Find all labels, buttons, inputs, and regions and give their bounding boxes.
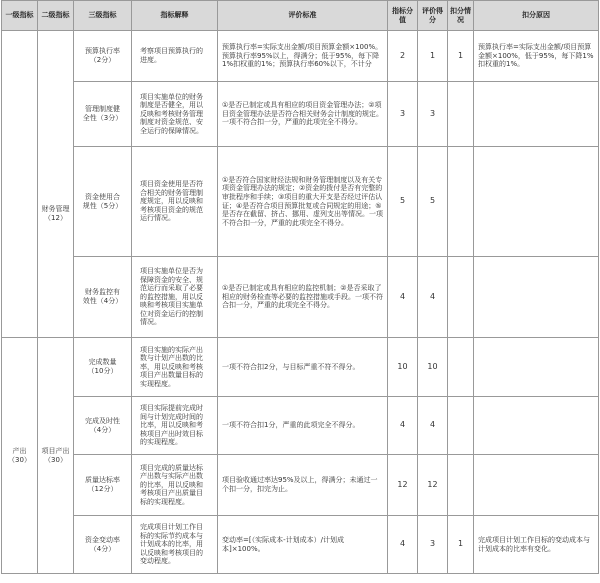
indicator-cell: 资金变动率（4分） [74,516,132,574]
got-cell: 10 [418,338,448,397]
indicator-cell: 财务监控有效性（4分） [74,257,132,338]
table-row [2,516,599,574]
header-reason: 扣分原因 [474,1,599,31]
header-got: 评价得分 [418,1,448,31]
performance-evaluation-table [1,0,599,574]
indicator-cell: 完成数量（10分） [74,338,132,397]
reason-cell [474,82,599,147]
standard-cell: ①是否已制定或具有相应的项目资金管理办法；②项目资金管理办法是否符合相关财务会计制度的规定。一项不符合扣一分，严重的此项完全不得分。 [218,82,388,147]
got-cell: 1 [418,31,448,82]
deduct-cell [448,338,474,397]
deduct-cell: 1 [448,516,474,574]
header-level3: 三级指标 [74,1,132,31]
level1-cell: 产出（30） [2,338,38,574]
header-explanation: 指标解释 [132,1,218,31]
indicator-cell: 预算执行率（2分） [74,31,132,82]
indicator-cell: 质量达标率（12分） [74,455,132,516]
reason-cell: 完成项目计划工作目标的变动成本与计划成本的比率有变化。 [474,516,599,574]
level2-label: 财务管理（12） [41,205,70,222]
explanation-cell: 项目资金使用是否符合相关的财务管理制度规定，用以反映和考核项目资金的规范运行情况。 [132,147,218,257]
table-row [2,455,599,516]
header-deduct: 扣分情况 [448,1,474,31]
reason-cell [474,397,599,455]
indicator-cell: 完成及时性（4分） [74,397,132,455]
table-row [2,397,599,455]
score-cell: 3 [388,82,418,147]
standard-cell: ①是否已制定或具有相应的监控机制；②是否采取了相应的财务检查等必要的监控措施或手段。一项不符合扣一分，严重的此项完全不得分。 [218,257,388,338]
score-cell: 5 [388,147,418,257]
explanation-cell: 项目实施单位是否为保障资金的安全、规范运行而采取了必要的监控措施，用以反映和考核项目实施单位对资金运行的控制情况。 [132,257,218,338]
explanation-cell: 项目完成的质量达标产出数与实际产出数的比率，用以反映和考核项目产出质量目标的实现程度。 [132,455,218,516]
table-row [2,147,599,257]
got-cell: 5 [418,147,448,257]
deduct-cell [448,257,474,338]
deduct-cell [448,397,474,455]
explanation-cell: 完成项目计划工作目标的实际节约成本与计划成本的比率，用以反映和考核项目的变动程度。 [132,516,218,574]
level2-cell [38,31,74,338]
table-row [2,338,599,397]
header-level1: 一级指标 [2,1,38,31]
standard-cell: 变动率=[（实际成本-计划成本）/计划成本]×100%。 [218,516,388,574]
deduct-cell [448,455,474,516]
standard-cell: ①是否符合国家财经法规和财务管理制度以及有关专项资金管理办法的规定；②资金的拨付是否有完整的审批程序和手续；③项目的重大开支是否经过评估认证；④是否符合项目预算批复或合同规定的用途；⑤是否存在截留、挤占、挪用、虚列支出等情况。一项不符合扣一分，严重的此项完全不得分。 [218,147,388,257]
got-cell: 3 [418,516,448,574]
level1-cell [2,31,38,338]
explanation-cell: 项目实施的实际产出数与计划产出数的比率，用以反映和考核项目产出数量目标的实现程度。 [132,338,218,397]
got-cell: 4 [418,257,448,338]
score-cell: 12 [388,455,418,516]
reason-cell [474,338,599,397]
deduct-cell [448,82,474,147]
deduct-cell: 1 [448,31,474,82]
explanation-cell: 项目实施单位的财务制度是否健全，用以反映和考核财务管理制度对资金规范、安全运行的保障情况。 [132,82,218,147]
reason-cell [474,257,599,338]
header-score: 指标分值 [388,1,418,31]
evaluation-table-container [1,0,598,574]
table-row [2,257,599,338]
header-level2: 二级指标 [38,1,74,31]
score-cell: 4 [388,257,418,338]
score-cell: 10 [388,338,418,397]
header-standard: 评价标准 [218,1,388,31]
got-cell: 3 [418,82,448,147]
explanation-cell: 项目实际提前完成时间与计划完成时间的比率，用以反映和考核项目产出时效目标的实现程度。 [132,397,218,455]
explanation-cell: 考察项目预算执行的进度。 [132,31,218,82]
indicator-cell: 管理制度健全性（3分） [74,82,132,147]
standard-cell: 一项不符合扣1分，严重的此项完全不得分。 [218,397,388,455]
table-row [2,31,599,82]
level2-cell: 项目产出（30） [38,338,74,574]
reason-cell: 预算执行率=实际支出金额/项目预算金额×100%，低于95%，每下降1%扣权重的1%。 [474,31,599,82]
table-row [2,82,599,147]
score-cell: 4 [388,397,418,455]
deduct-cell [448,147,474,257]
indicator-cell: 资金使用合规性（5分） [74,147,132,257]
got-cell: 12 [418,455,448,516]
score-cell: 4 [388,516,418,574]
reason-cell [474,455,599,516]
standard-cell: 预算执行率=实际支出金额/项目预算金额×100%。预算执行率95%以上，得满分；低于95%，每下降1%扣权重的1%；预算执行率60%以下，不计分 [218,31,388,82]
got-cell: 4 [418,397,448,455]
standard-cell: 一项不符合扣2分，与目标严重不符不得分。 [218,338,388,397]
standard-cell: 项目验收通过率达95%及以上，得满分；未通过一个扣一分，扣完为止。 [218,455,388,516]
score-cell: 2 [388,31,418,82]
reason-cell [474,147,599,257]
table-header-row [2,1,599,31]
